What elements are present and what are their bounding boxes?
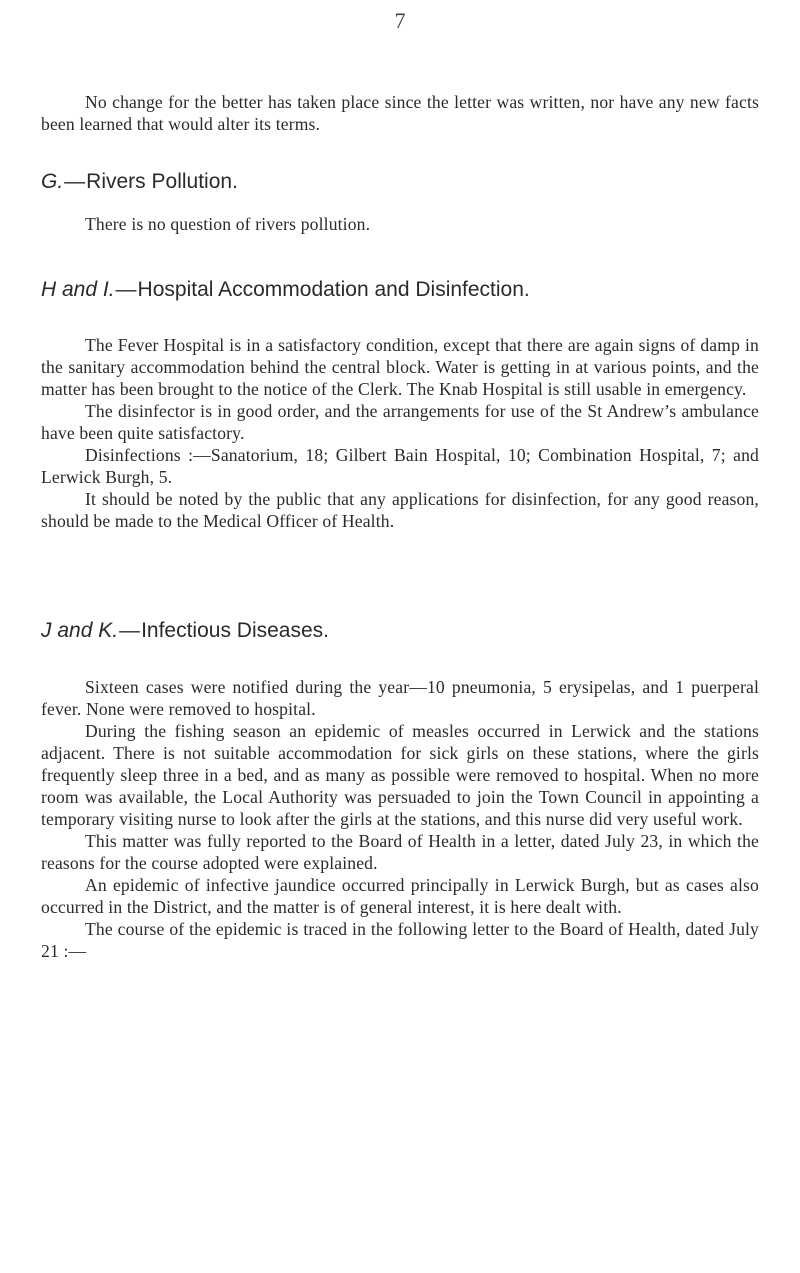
section-jk-body [41, 676, 759, 962]
section-jk-letters: J and K. [41, 619, 119, 642]
section-hi-letters: H and I. [41, 278, 115, 301]
section-hi-heading [41, 277, 759, 303]
section-jk-paragraph-2: During the fishing season an epidemic of measles occurred in Lerwick and the stations adjacent. There is not suitable accommodation for sick girls on these stations, where the girls frequently sleep three in a bed, and as many as possible were removed to hospital. When no more room was available, the Local Authority was persuaded to join the Town Council in appointing a temporary visiting nurse to look after the girls at the stations, and this nurse did very useful work. [41, 721, 759, 829]
section-jk-paragraph-4: An epidemic of infective jaundice occurred principally in Lerwick Burgh, but as cases also occurred in the District, and the matter is of general interest, it is here dealt with. [41, 875, 759, 917]
section-g-title: Rivers Pollution. [86, 170, 238, 193]
section-jk-title: Infectious Diseases. [141, 619, 329, 642]
section-hi-dash: — [115, 278, 137, 301]
section-hi-paragraph-3: Disinfections :—Sanatorium, 18; Gilbert Bain Hospital, 10; Combination Hospital, 7; and Lerwick Burgh, 5. [41, 445, 759, 487]
page-number: 7 [394, 8, 406, 33]
section-g-heading [41, 169, 759, 195]
section-g-letters: G. [41, 170, 64, 193]
section-hi-paragraph-1: The Fever Hospital is in a satisfactory condition, except that there are again signs of damp in the sanitary accommodation behind the central block. Water is getting in at various points, and the matter has been brought to the notice of the Clerk. The Knab Hospital is still usable in emergency. [41, 335, 759, 399]
section-jk-heading [41, 618, 759, 644]
section-jk-paragraph-5: The course of the epidemic is traced in the following letter to the Board of Health, dated July 21 :— [41, 919, 759, 961]
section-hi-paragraph-4: It should be noted by the public that any applications for disinfection, for any good reason, should be made to the Medical Officer of Health. [41, 489, 759, 531]
section-g-body [41, 213, 759, 235]
section-jk-paragraph-1: Sixteen cases were notified during the year—10 pneumonia, 5 erysipelas, and 1 puerperal fever. None were removed to hospital. [41, 677, 759, 719]
section-jk-paragraph-3: This matter was fully reported to the Board of Health in a letter, dated July 23, in which the reasons for the course adopted were explained. [41, 831, 759, 873]
section-g-paragraph-1: There is no question of rivers pollution. [85, 214, 371, 234]
intro-block [41, 91, 759, 135]
section-hi-paragraph-2: The disinfector is in good order, and the arrangements for use of the St Andrew’s ambulance have been quite satisfactory. [41, 401, 759, 443]
section-hi-title: Hospital Accommodation and Disinfection. [137, 278, 530, 301]
section-g-dash: — [64, 170, 86, 193]
section-hi-body [41, 334, 759, 532]
section-jk-dash: — [119, 619, 141, 642]
intro-paragraph: No change for the better has taken place since the letter was written, nor have any new facts been learned that would alter its terms. [41, 92, 759, 134]
